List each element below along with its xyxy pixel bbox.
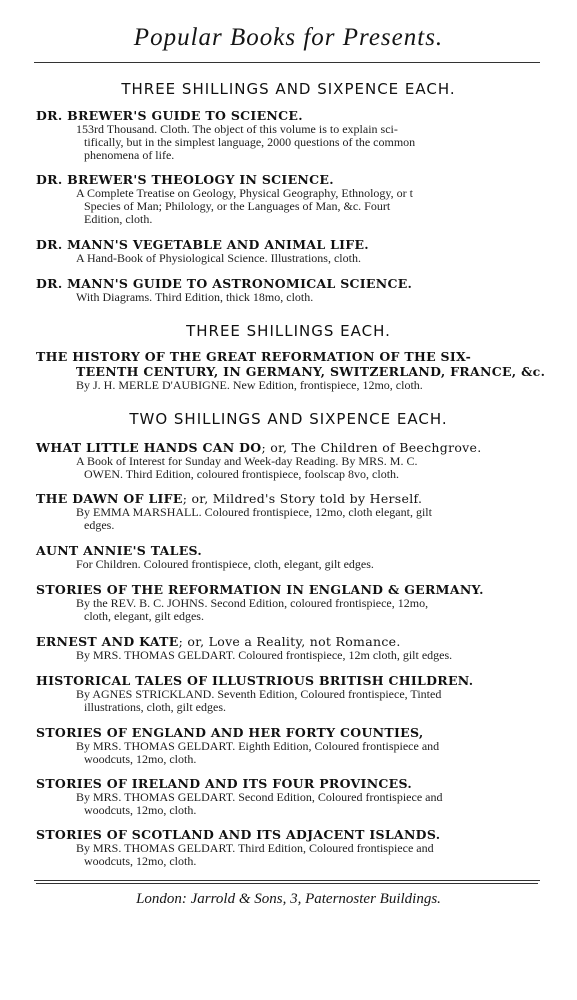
book-entry	[36, 491, 544, 532]
book-entry	[36, 237, 544, 265]
book-title-main: ERNEST AND KATE	[36, 634, 179, 649]
book-description: By J. H. MERLE D'AUBIGNE. New Edition, frontispiece, 12mo, cloth.	[76, 378, 423, 392]
book-title: THE HISTORY OF THE GREAT REFORMATION OF THE SIX-	[36, 349, 472, 364]
book-description: tifically, but in the simplest language, 2000 questions of the common	[84, 135, 416, 149]
book-title-continued: TEENTH CENTURY, IN GERMANY, SWITZERLAND, FRANCE, &c.	[76, 364, 546, 379]
book-title: STORIES OF SCOTLAND AND ITS ADJACENT ISLANDS.	[36, 827, 441, 842]
book-description: Species of Man; Philology, or the Languages of Man, &c. Fourt	[84, 199, 391, 213]
book-description: phenomena of life.	[84, 148, 175, 162]
book-description: woodcuts, 12mo, cloth.	[84, 803, 197, 817]
book-title: DR. MANN'S GUIDE TO ASTRONOMICAL SCIENCE.	[36, 276, 413, 291]
book-title: DR. BREWER'S GUIDE TO SCIENCE.	[36, 108, 303, 123]
book-entry	[36, 440, 544, 481]
top-rule	[34, 62, 540, 63]
book-subtitle: ; or, Love a Reality, not Romance.	[178, 634, 401, 649]
book-description: By EMMA MARSHALL. Coloured frontispiece, 12mo, cloth elegant, gilt	[76, 505, 432, 519]
book-description: cloth, elegant, gilt edges.	[84, 609, 204, 623]
book-description: With Diagrams. Third Edition, thick 18mo, cloth.	[76, 290, 314, 304]
book-description: By the REV. B. C. JOHNS. Second Edition, coloured frontispiece, 12mo,	[76, 596, 429, 610]
bottom-rule	[36, 883, 538, 884]
book-title: AUNT ANNIE'S TALES.	[36, 543, 203, 558]
book-description: By MRS. THOMAS GELDART. Third Edition, Coloured frontispiece and	[76, 841, 434, 855]
book-description: illustrations, cloth, gilt edges.	[84, 700, 226, 714]
book-description: For Children. Coloured frontispiece, cloth, elegant, gilt edges.	[76, 557, 374, 571]
book-entry	[36, 108, 544, 162]
book-description: By AGNES STRICKLAND. Seventh Edition, Coloured frontispiece, Tinted	[76, 687, 442, 701]
bottom-rule	[34, 880, 540, 881]
section-heading: THREE SHILLINGS AND SIXPENCE EACH.	[121, 80, 456, 98]
book-description: edges.	[84, 518, 115, 532]
book-entry	[36, 827, 544, 868]
book-entry	[36, 543, 544, 571]
book-subtitle: ; or, The Children of Beechgrove.	[261, 440, 482, 455]
section-heading: TWO SHILLINGS AND SIXPENCE EACH.	[129, 410, 448, 428]
book-entry	[36, 276, 544, 304]
book-entry	[36, 582, 544, 623]
book-description: By MRS. THOMAS GELDART. Eighth Edition, Coloured frontispiece and	[76, 739, 440, 753]
book-title: STORIES OF IRELAND AND ITS FOUR PROVINCES.	[36, 776, 413, 791]
book-subtitle: ; or, Mildred's Story told by Herself.	[182, 491, 423, 506]
book-description: OWEN. Third Edition, coloured frontispiece, foolscap 8vo, cloth.	[84, 467, 400, 481]
book-entry	[36, 725, 544, 766]
book-entry	[36, 634, 544, 662]
page-title: Popular Books for Presents.	[133, 24, 444, 51]
book-title	[36, 440, 544, 455]
book-description: Edition, cloth.	[84, 212, 153, 226]
book-title	[36, 491, 544, 506]
book-title: HISTORICAL TALES OF ILLUSTRIOUS BRITISH CHILDREN.	[36, 673, 474, 688]
book-title	[36, 634, 544, 649]
book-entry	[36, 349, 544, 392]
book-description: By MRS. THOMAS GELDART. Coloured frontispiece, 12m cloth, gilt edges.	[76, 648, 453, 662]
book-title-main: WHAT LITTLE HANDS CAN DO	[36, 440, 262, 455]
book-entry	[36, 673, 544, 714]
book-title: STORIES OF ENGLAND AND HER FORTY COUNTIES,	[36, 725, 424, 740]
book-description: woodcuts, 12mo, cloth.	[84, 752, 197, 766]
publisher-imprint: London: Jarrold & Sons, 3, Paternoster Buildings.	[136, 891, 441, 907]
book-entry	[36, 172, 544, 226]
book-title: DR. BREWER'S THEOLOGY IN SCIENCE.	[36, 172, 334, 187]
book-description: woodcuts, 12mo, cloth.	[84, 854, 197, 868]
book-title: DR. MANN'S VEGETABLE AND ANIMAL LIFE.	[36, 237, 369, 252]
book-entry	[36, 776, 544, 817]
book-description: A Complete Treatise on Geology, Physical Geography, Ethnology, or t	[76, 186, 413, 200]
book-description: By MRS. THOMAS GELDART. Second Edition, Coloured frontispiece and	[76, 790, 443, 804]
book-description: A Hand-Book of Physiological Science. Illustrations, cloth.	[76, 251, 361, 265]
section-heading: THREE SHILLINGS EACH.	[186, 322, 391, 340]
book-description: 153rd Thousand. Cloth. The object of this volume is to explain sci-	[76, 122, 398, 136]
book-title: STORIES OF THE REFORMATION IN ENGLAND & GERMANY.	[36, 582, 484, 597]
book-description: A Book of Interest for Sunday and Week-day Reading. By MRS. M. C.	[76, 454, 418, 468]
book-title-main: THE DAWN OF LIFE	[36, 491, 183, 506]
